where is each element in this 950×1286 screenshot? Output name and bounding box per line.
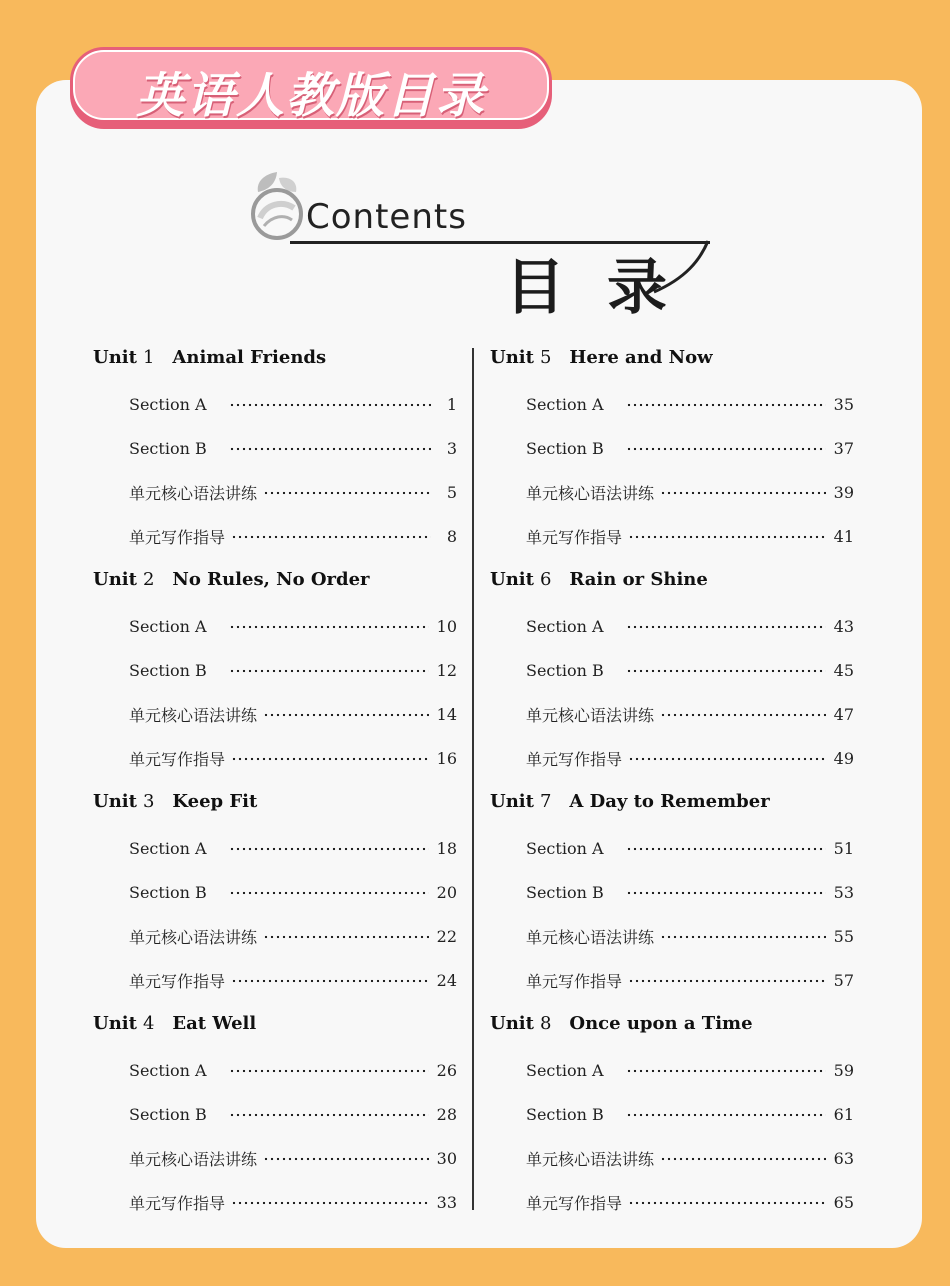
page-number: 47	[833, 704, 854, 724]
mulu-heading: 目录	[505, 253, 709, 323]
entry-label: 单元写作指导	[526, 527, 623, 547]
unit-number: 8	[539, 1013, 552, 1034]
unit-block	[93, 337, 473, 559]
entry-label: Section B	[526, 660, 604, 680]
entry-label: 单元核心语法讲练	[129, 483, 258, 503]
dot-leader	[628, 979, 826, 983]
unit-name: No Rules, No Order	[172, 569, 370, 590]
entry-label: Section A	[129, 394, 207, 414]
page-number: 57	[833, 970, 854, 990]
page-number: 45	[833, 660, 854, 680]
unit-number: 7	[539, 791, 552, 812]
toc-entry[interactable]	[129, 1191, 457, 1213]
page-number: 53	[833, 882, 854, 902]
toc-entry[interactable]	[129, 393, 457, 415]
unit-name: A Day to Remember	[569, 791, 770, 812]
page-number: 1	[446, 394, 457, 414]
unit-block	[93, 559, 473, 781]
unit-name: Rain or Shine	[569, 569, 708, 590]
toc-entry[interactable]	[526, 659, 854, 681]
toc-entry[interactable]	[129, 437, 457, 459]
entry-label: 单元核心语法讲练	[526, 483, 655, 503]
toc-entry[interactable]	[526, 525, 854, 547]
unit-label: Unit	[490, 347, 534, 368]
dot-leader	[229, 403, 431, 407]
entry-label: Section B	[526, 438, 604, 458]
toc-entry[interactable]	[526, 615, 854, 637]
dot-leader	[263, 713, 429, 717]
entry-label: Section B	[526, 882, 604, 902]
page-number: 61	[833, 1104, 854, 1124]
unit-label: Unit	[93, 347, 137, 368]
page-number: 55	[833, 926, 854, 946]
entry-label: Section A	[526, 838, 604, 858]
entry-label: 单元核心语法讲练	[129, 705, 258, 725]
unit-label: Unit	[490, 569, 534, 590]
toc-entry[interactable]	[129, 881, 457, 903]
unit-name: Keep Fit	[172, 791, 258, 812]
leaf-logo-icon	[246, 168, 308, 244]
toc-entry[interactable]	[129, 837, 457, 859]
entry-label: Section B	[129, 882, 207, 902]
unit-block	[93, 1003, 473, 1225]
unit-title[interactable]	[93, 1013, 256, 1034]
dot-leader	[626, 625, 826, 629]
toc-entry[interactable]	[526, 747, 854, 769]
toc-entry[interactable]	[129, 525, 457, 547]
toc-entry[interactable]	[526, 925, 854, 947]
entry-label: 单元核心语法讲练	[526, 1149, 655, 1169]
unit-label: Unit	[93, 791, 137, 812]
toc-entry[interactable]	[129, 969, 457, 991]
dot-leader	[626, 447, 826, 451]
dot-leader	[628, 535, 826, 539]
page-number: 18	[436, 838, 457, 858]
page-number: 16	[436, 748, 457, 768]
page-number: 12	[436, 660, 457, 680]
page-number: 49	[833, 748, 854, 768]
unit-label: Unit	[490, 791, 534, 812]
toc-entry[interactable]	[526, 481, 854, 503]
left-column	[93, 337, 473, 1225]
page-number: 24	[436, 970, 457, 990]
entry-label: Section A	[129, 616, 207, 636]
dot-leader	[626, 1113, 826, 1117]
entry-label: Section A	[129, 838, 207, 858]
dot-leader	[229, 1069, 429, 1073]
page-number: 51	[833, 838, 854, 858]
entry-label: 单元写作指导	[526, 971, 623, 991]
toc-entry[interactable]	[526, 1059, 854, 1081]
unit-label: Unit	[93, 569, 137, 590]
page-number: 28	[436, 1104, 457, 1124]
right-column	[490, 337, 870, 1225]
entry-label: 单元核心语法讲练	[129, 927, 258, 947]
toc-entry[interactable]	[526, 1103, 854, 1125]
dot-leader	[628, 1201, 826, 1205]
dot-leader	[626, 891, 826, 895]
unit-block	[490, 559, 870, 781]
unit-title[interactable]	[93, 347, 326, 368]
page-number: 41	[833, 526, 854, 546]
unit-label: Unit	[93, 1013, 137, 1034]
entry-label: 单元写作指导	[129, 527, 226, 547]
unit-title[interactable]	[490, 791, 770, 812]
page-number: 20	[436, 882, 457, 902]
dot-leader	[231, 757, 429, 761]
unit-block	[490, 781, 870, 1003]
unit-name: Once upon a Time	[569, 1013, 753, 1034]
dot-leader	[628, 757, 826, 761]
page-number: 5	[446, 482, 457, 502]
entry-label: Section A	[526, 1060, 604, 1080]
unit-number: 2	[142, 569, 155, 590]
page-number: 22	[436, 926, 457, 946]
page-number: 35	[833, 394, 854, 414]
entry-label: 单元写作指导	[129, 1193, 226, 1213]
toc-entry[interactable]	[129, 481, 457, 503]
page-number: 3	[446, 438, 457, 458]
toc-entry[interactable]	[129, 1147, 457, 1169]
toc-entry[interactable]	[129, 925, 457, 947]
dot-leader	[229, 669, 429, 673]
toc-entry[interactable]	[526, 1147, 854, 1169]
entry-label: Section B	[526, 1104, 604, 1124]
unit-number: 6	[539, 569, 552, 590]
entry-label: Section A	[526, 616, 604, 636]
toc-entry[interactable]	[129, 1103, 457, 1125]
entry-label: Section B	[129, 438, 207, 458]
dot-leader	[229, 447, 431, 451]
page-number: 8	[446, 526, 457, 546]
dot-leader	[626, 847, 826, 851]
dot-leader	[660, 935, 826, 939]
toc-entry[interactable]	[129, 615, 457, 637]
unit-number: 3	[142, 791, 155, 812]
dot-leader	[263, 1157, 429, 1161]
unit-title[interactable]	[93, 569, 370, 590]
unit-block	[490, 337, 870, 559]
toc-entry[interactable]	[526, 437, 854, 459]
entry-label: 单元核心语法讲练	[526, 705, 655, 725]
dot-leader	[229, 891, 429, 895]
toc-entry[interactable]	[526, 881, 854, 903]
page-number: 39	[833, 482, 854, 502]
unit-number: 4	[142, 1013, 155, 1034]
entry-label: Section B	[129, 660, 207, 680]
dot-leader	[229, 625, 429, 629]
toc-entry[interactable]	[129, 659, 457, 681]
banner-title: 英语人教版目录	[135, 68, 486, 124]
dot-leader	[626, 403, 826, 407]
toc-entry[interactable]	[526, 703, 854, 725]
dot-leader	[231, 1201, 429, 1205]
unit-label: Unit	[490, 1013, 534, 1034]
entry-label: 单元写作指导	[526, 749, 623, 769]
unit-title[interactable]	[490, 347, 713, 368]
dot-leader	[263, 491, 431, 495]
toc-entry[interactable]	[526, 837, 854, 859]
unit-title[interactable]	[93, 791, 257, 812]
dot-leader	[229, 847, 429, 851]
toc-entry[interactable]	[526, 393, 854, 415]
contents-heading: Contents	[306, 197, 467, 237]
unit-title[interactable]	[490, 569, 708, 590]
page-number: 14	[436, 704, 457, 724]
entry-label: Section B	[129, 1104, 207, 1124]
dot-leader	[660, 1157, 826, 1161]
dot-leader	[660, 491, 826, 495]
entry-label: Section A	[526, 394, 604, 414]
dot-leader	[626, 669, 826, 673]
entry-label: 单元写作指导	[129, 749, 226, 769]
toc-entry[interactable]	[129, 1059, 457, 1081]
page-number: 10	[436, 616, 457, 636]
dot-leader	[231, 535, 431, 539]
unit-name: Eat Well	[172, 1013, 257, 1034]
dot-leader	[660, 713, 826, 717]
page-number: 65	[833, 1192, 854, 1212]
page-number: 59	[833, 1060, 854, 1080]
page-number: 43	[833, 616, 854, 636]
unit-name: Animal Friends	[172, 347, 327, 368]
unit-number: 1	[142, 347, 155, 368]
unit-block	[93, 781, 473, 1003]
dot-leader	[231, 979, 429, 983]
toc-entry[interactable]	[526, 1191, 854, 1213]
dot-leader	[229, 1113, 429, 1117]
page-number: 26	[436, 1060, 457, 1080]
unit-title[interactable]	[490, 1013, 753, 1034]
entry-label: 单元写作指导	[129, 971, 226, 991]
entry-label: 单元核心语法讲练	[526, 927, 655, 947]
entry-label: 单元核心语法讲练	[129, 1149, 258, 1169]
page-number: 30	[436, 1148, 457, 1168]
page-number: 33	[436, 1192, 457, 1212]
unit-name: Here and Now	[569, 347, 713, 368]
toc-entry[interactable]	[526, 969, 854, 991]
toc-entry[interactable]	[129, 747, 457, 769]
entry-label: Section A	[129, 1060, 207, 1080]
unit-block	[490, 1003, 870, 1225]
page-number: 63	[833, 1148, 854, 1168]
title-banner	[70, 47, 552, 129]
dot-leader	[263, 935, 429, 939]
unit-number: 5	[539, 347, 552, 368]
entry-label: 单元写作指导	[526, 1193, 623, 1213]
toc-entry[interactable]	[129, 703, 457, 725]
dot-leader	[626, 1069, 826, 1073]
page-number: 37	[833, 438, 854, 458]
